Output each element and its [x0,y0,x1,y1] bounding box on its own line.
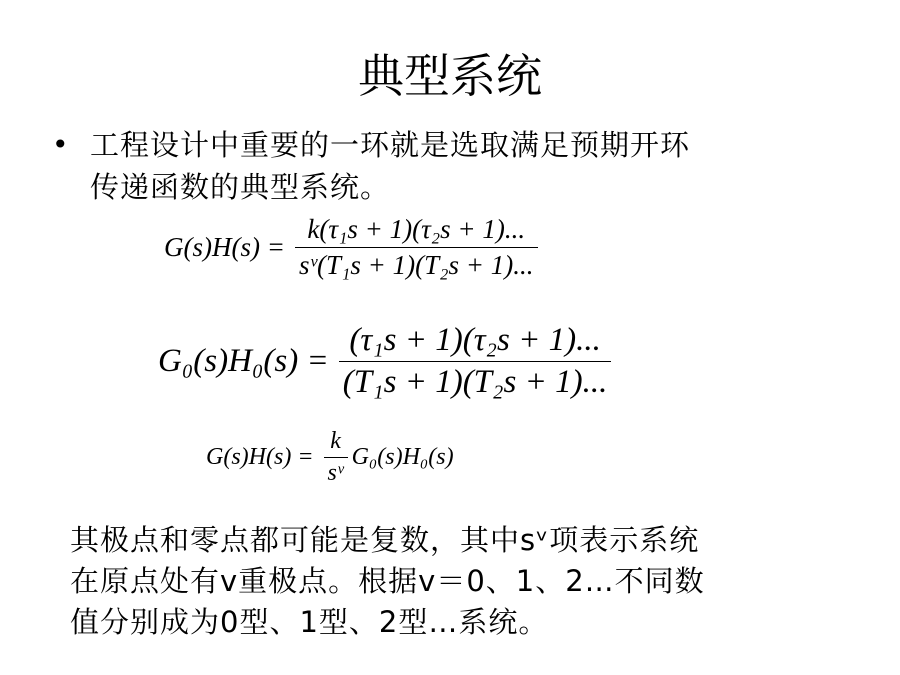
para-line-2: 在原点处有v重极点。根据v＝0、1、2…不同数 [70,564,705,598]
formula-normalized [158,322,611,401]
formula-2-fraction [339,322,612,401]
para-line-1: 其极点和零点都可能是复数，其中sᵛ项表示系统 [70,523,700,557]
formula-3-numerator: k [330,428,341,454]
formula-open-loop [164,214,538,281]
formula-1-fraction [295,214,538,281]
formula-1-numerator: k(τ₁s + 1)(τ₂s + 1)... [307,214,526,244]
formula-1-denominator: sᵛ(T₁s + 1)(T₂s + 1)... [298,250,534,280]
formula-2-numerator: (τ₁s + 1)(τ₂s + 1)... [349,322,601,358]
formula-3-rhs: G₀(s)H₀(s) [351,444,454,470]
slide-title: 典型系统 [358,49,542,103]
bullet-line-1: 工程设计中重要的一环就是选取满足预期开环 [90,128,691,162]
bullet-marker: • [52,128,69,161]
formula-2-lhs: G₀(s)H₀(s) = [158,343,329,379]
explanation-paragraph [70,520,830,643]
formula-1-lhs: G(s)H(s) = [164,232,285,262]
para-line-3: 值分别成为0型、1型、2型…系统。 [70,605,549,639]
formula-3-denominator: sᵛ [327,460,344,486]
bullet-line-2: 传递函数的典型系统。 [90,170,391,204]
formula-2-denominator: (T₁s + 1)(T₂s + 1)... [342,364,608,400]
bullet-text [90,124,810,208]
formula-factored [206,428,454,487]
formula-3-fraction [324,428,348,487]
formula-3-lhs: G(s)H(s) = [206,444,314,470]
